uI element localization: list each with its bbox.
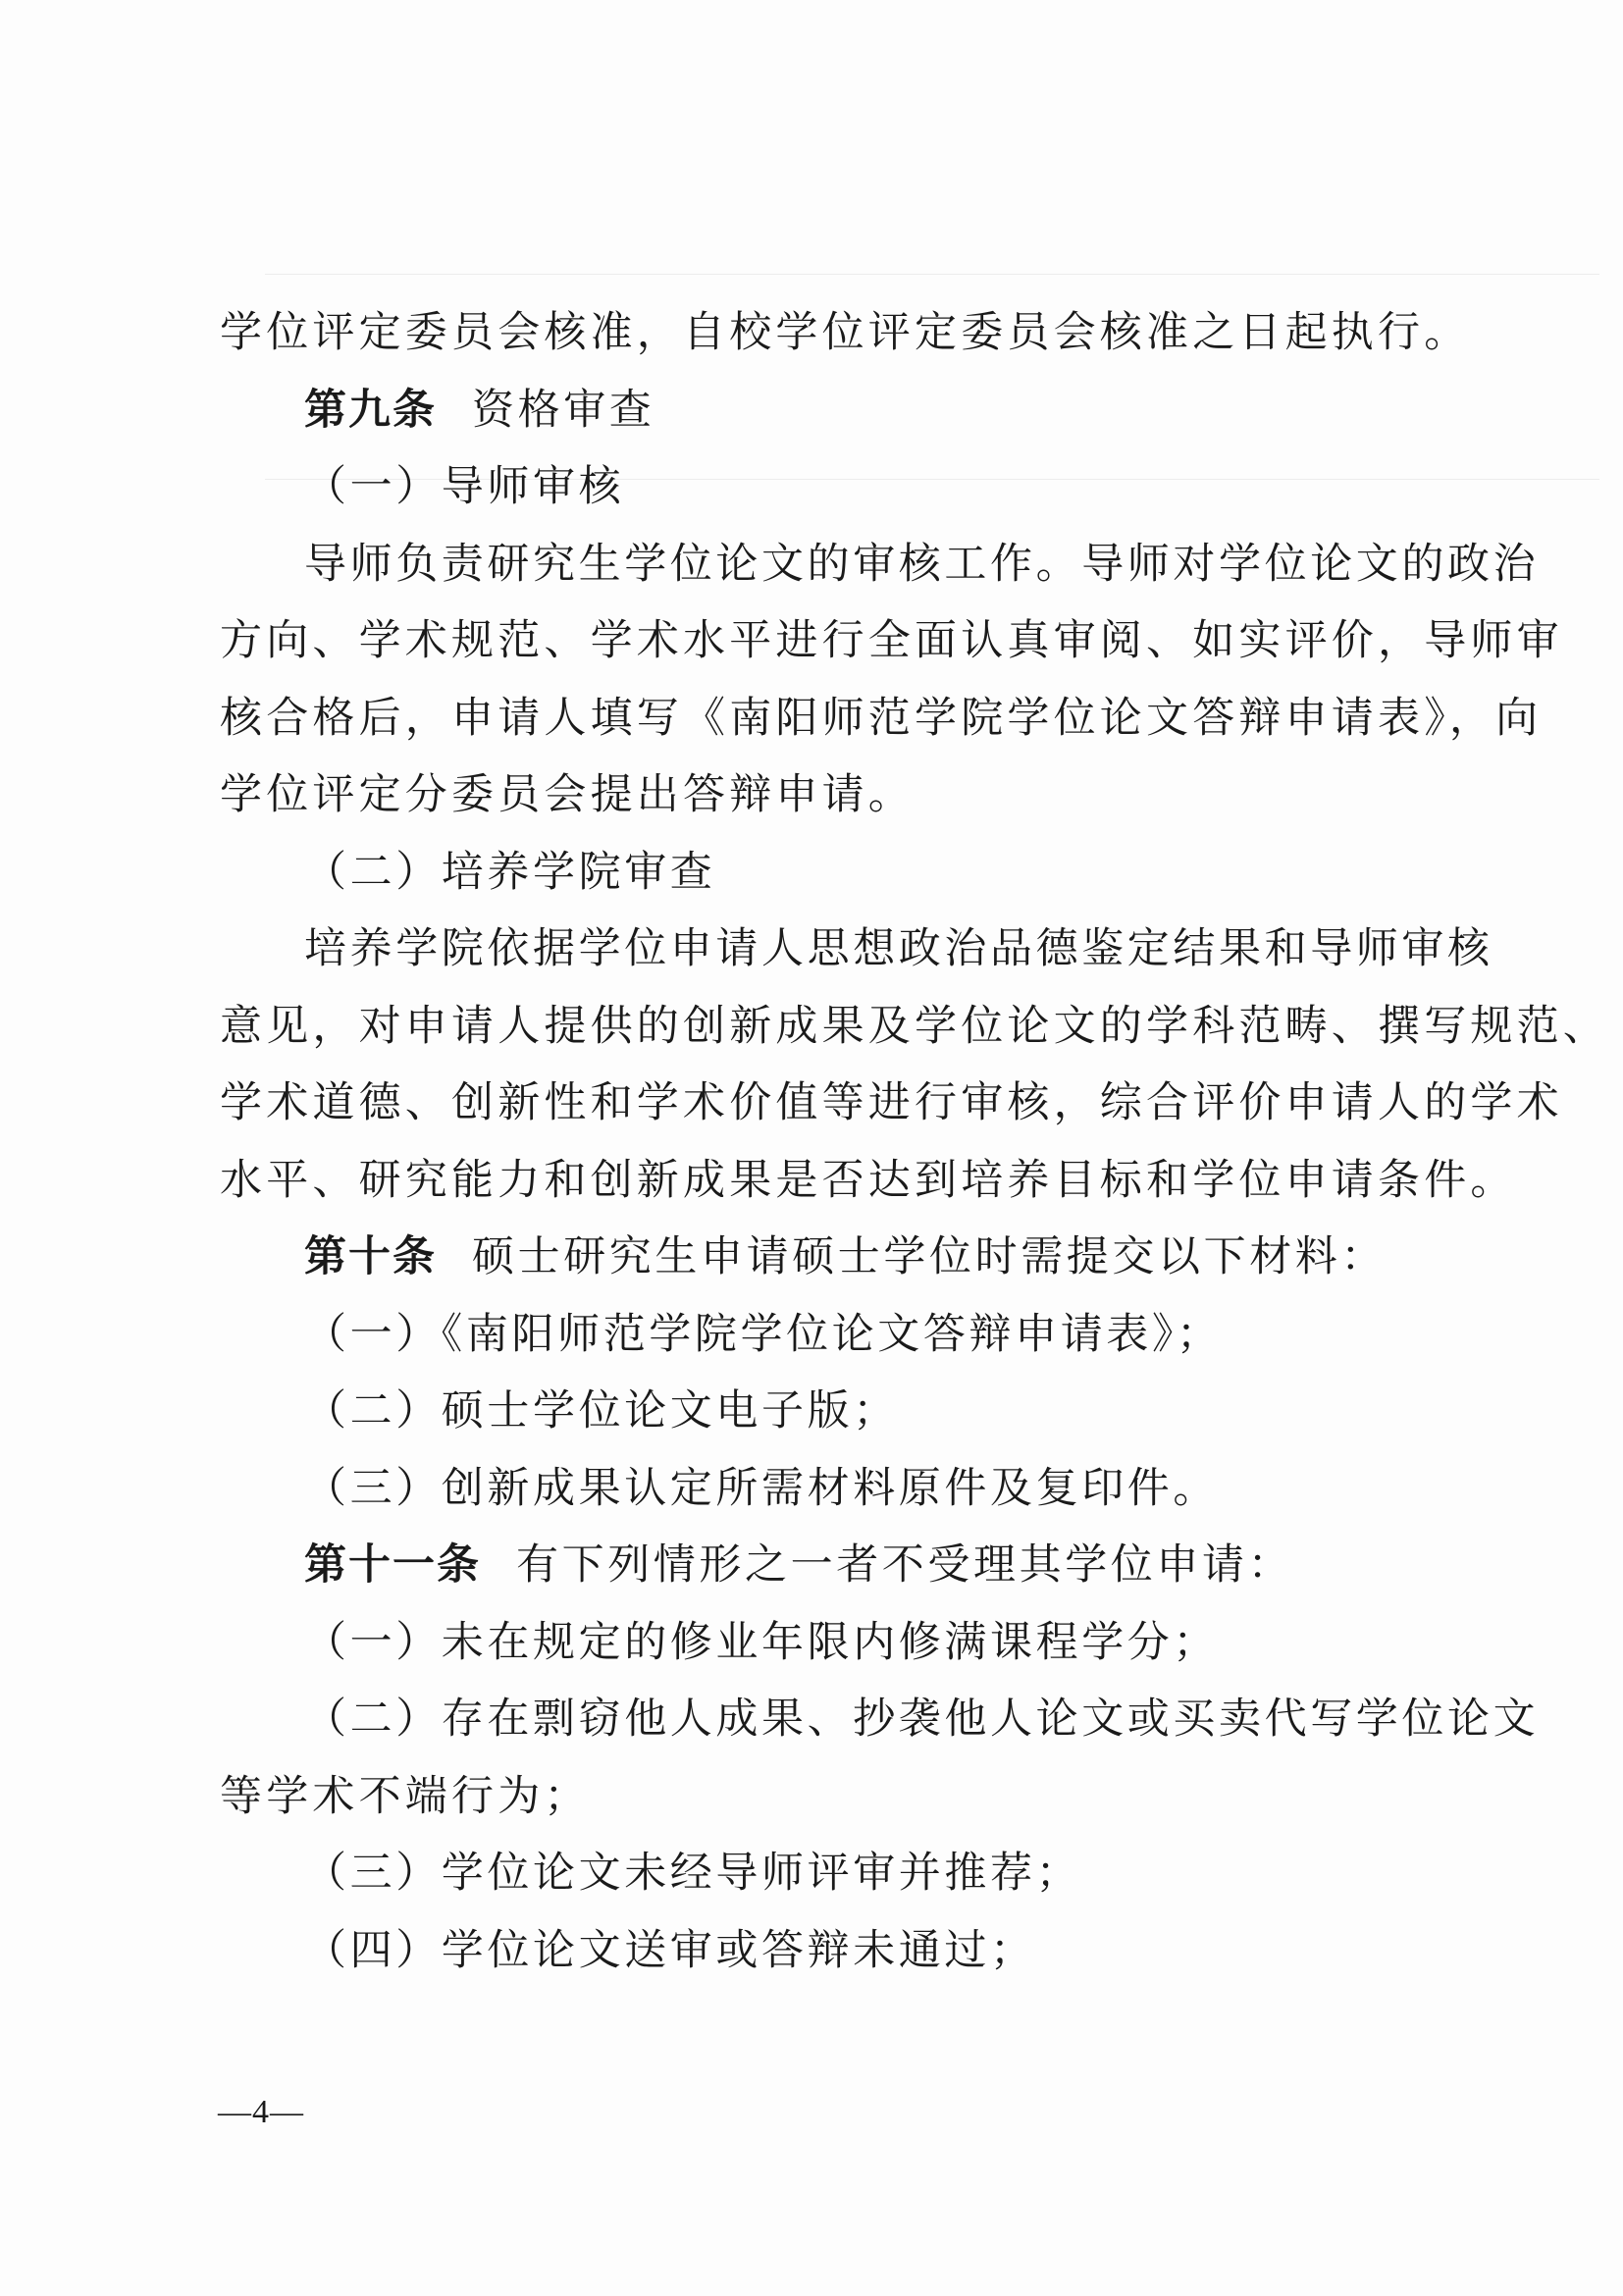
list-item: （四）学位论文送审或答辩未通过； [304, 1925, 1036, 1975]
list-item-continuation: 等学术不端行为； [220, 1771, 591, 1821]
page-number: —4— [218, 2094, 304, 2130]
list-item: （三）创新成果认定所需材料原件及复印件。 [304, 1463, 1219, 1513]
paragraph-line: 学位评定分委员会提出答辩申请。 [220, 770, 915, 819]
list-item: （一）《南阳师范学院学位论文答辩申请表》； [304, 1309, 1223, 1359]
section-heading: （一）导师审核 [304, 462, 625, 511]
article-number: 第十条 [304, 1232, 437, 1281]
list-item: （二）存在剽窃他人成果、抄袭他人论文或买卖代写学位论文 [304, 1695, 1540, 1744]
paragraph-line: 培养学院依据学位申请人思想政治品德鉴定结果和导师审核 [304, 924, 1493, 973]
article-number: 第九条 [304, 385, 437, 435]
article-heading [220, 1219, 1471, 1296]
paragraph-line: 导师负责研究生学位论文的审核工作。导师对学位论文的政治 [304, 539, 1540, 589]
article-number: 第十一条 [304, 1540, 481, 1590]
paragraph-line: 方向、学术规范、学术水平进行全面认真审阅、如实评价，导师审 [220, 616, 1563, 665]
paragraph-line: 意见，对申请人提供的创新成果及学位论文的学科范畴、撰写规范、 [220, 1001, 1609, 1051]
paragraph-line: 学位评定委员会核准，自校学位评定委员会核准之日起执行。 [220, 308, 1471, 357]
paragraph-line: 核合格后，申请人填写《南阳师范学院学位论文答辩申请表》，向 [220, 693, 1543, 743]
paragraph-line: 水平、研究能力和创新成果是否达到培养目标和学位申请条件。 [220, 1155, 1517, 1205]
body-text [220, 294, 1609, 1989]
article-heading [220, 372, 1471, 449]
article-title: 资格审查 [472, 385, 655, 435]
list-item: （一）未在规定的修业年限内修满课程学分； [304, 1617, 1219, 1667]
scan-artifact-line [265, 274, 1599, 275]
list-item: （三）学位论文未经导师评审并推荐； [304, 1849, 1082, 1898]
section-heading: （二）培养学院审查 [304, 847, 716, 897]
list-item: （二）硕士学位论文电子版； [304, 1386, 899, 1435]
article-heading [220, 1527, 1471, 1604]
paragraph-line: 学术道德、创新性和学术价值等进行审核，综合评价申请人的学术 [220, 1078, 1563, 1127]
article-title: 硕士研究生申请硕士学位时需提交以下材料： [472, 1232, 1387, 1281]
article-title: 有下列情形之一者不受理其学位申请： [516, 1540, 1294, 1590]
